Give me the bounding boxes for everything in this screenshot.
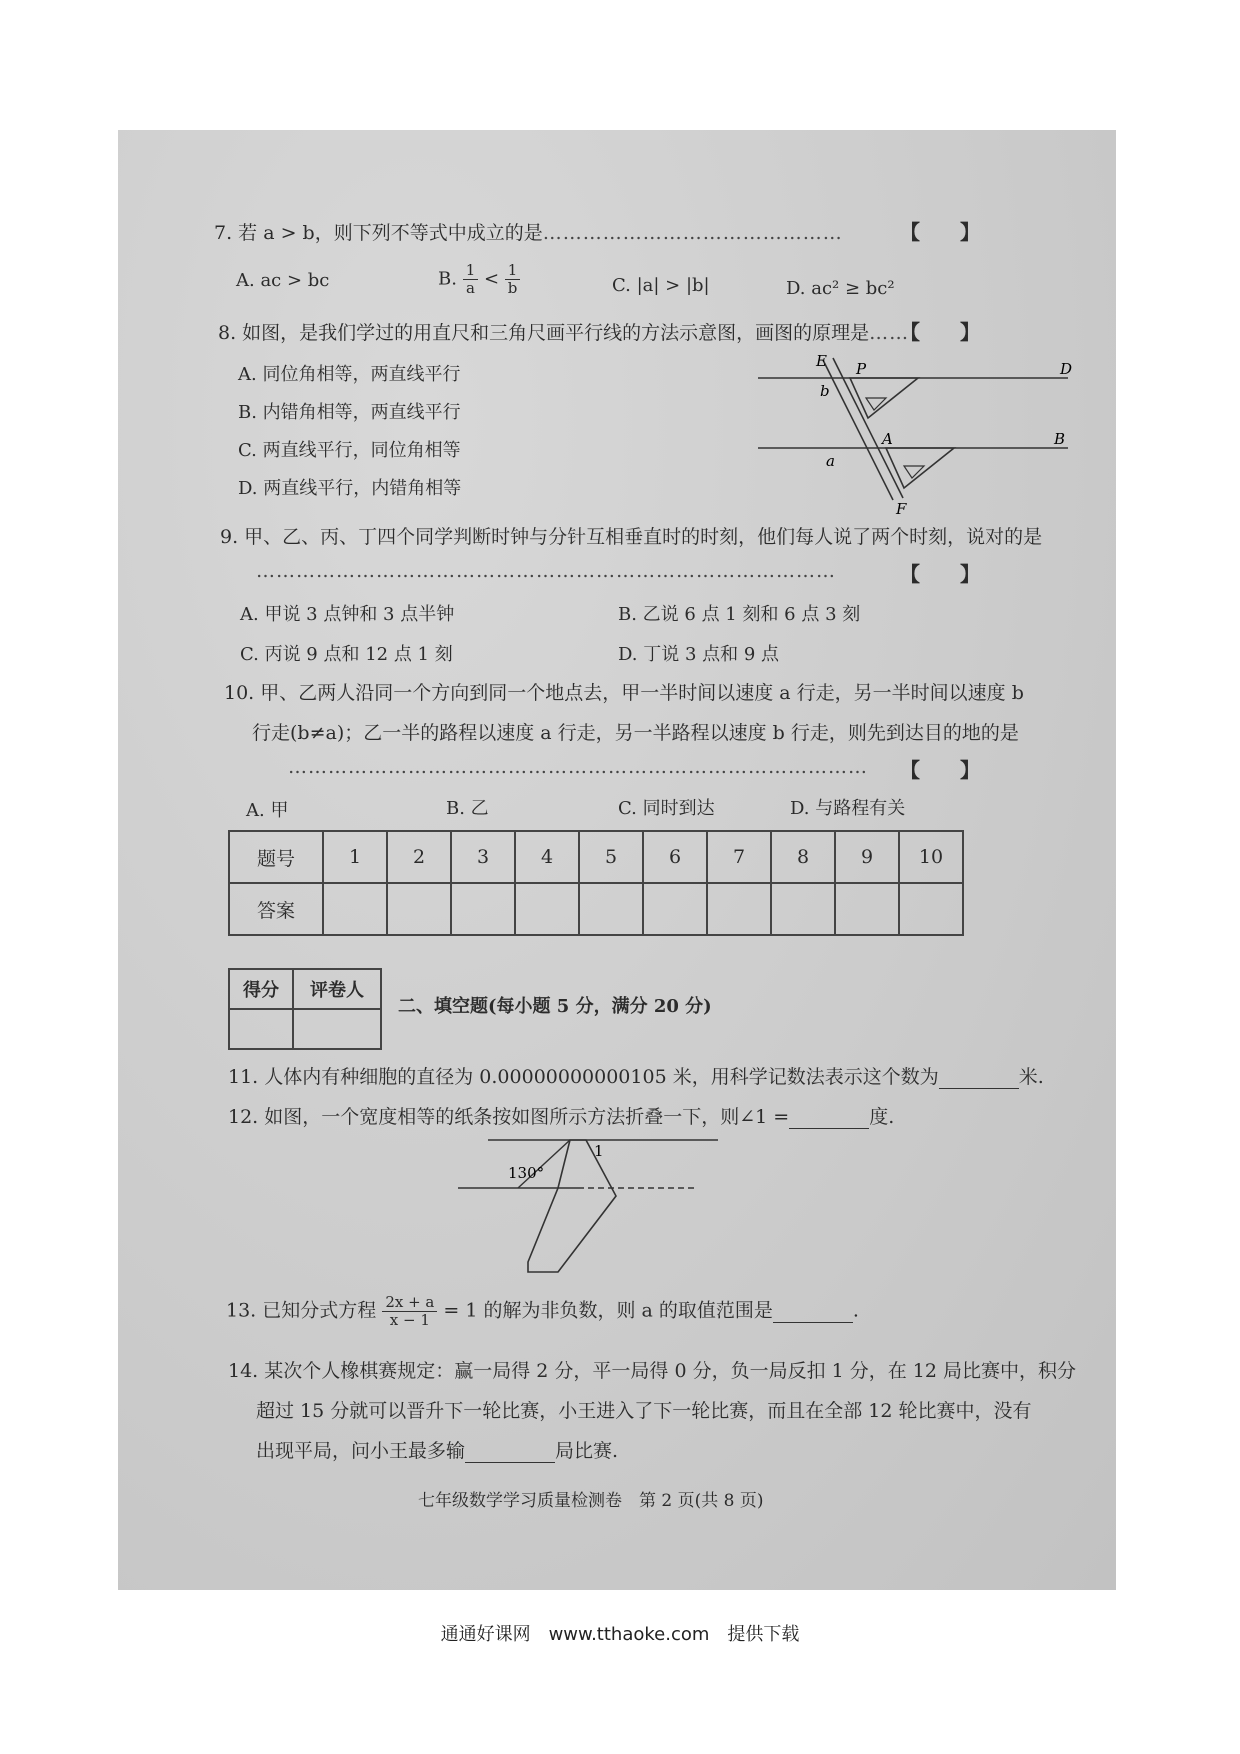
q12-text: 12. 如图，一个宽度相等的纸条按如图所示方法折叠一下，则∠1 = 度. — [228, 1106, 895, 1128]
label-a-line: a — [826, 452, 835, 470]
question-number-cell: 10 — [899, 831, 963, 883]
scanned-page-photo — [118, 130, 1116, 1590]
question-number-cell: 4 — [515, 831, 579, 883]
answer-cell[interactable] — [771, 883, 835, 935]
answer-cell[interactable] — [899, 883, 963, 935]
q10-option-c: C. 同时到达 — [618, 798, 715, 819]
q7-option-c: C. |a| > |b| — [612, 275, 710, 296]
answer-cell[interactable] — [835, 883, 899, 935]
answer-table — [228, 830, 964, 936]
q10-option-a: A. 甲 — [246, 800, 289, 821]
q8-stem: 8. 如图，是我们学过的用直尺和三角尺画平行线的方法示意图，画图的原理是…… — [218, 322, 910, 344]
q7-option-d: D. ac² ≥ bc² — [786, 278, 895, 299]
angle-130-label: 130° — [508, 1164, 545, 1182]
label-p: P — [856, 360, 867, 378]
answer-cell[interactable] — [643, 883, 707, 935]
score-cell[interactable] — [229, 1009, 293, 1049]
q8-option-b: B. 内错角相等，两直线平行 — [238, 402, 461, 423]
triangle-upper-inner — [866, 398, 886, 410]
q7-stem: 7. 若 a > b，则下列不等式中成立的是……………………………………… — [214, 222, 843, 244]
question-number-cell: 7 — [707, 831, 771, 883]
q10-stem-line2: 行走(b≠a)；乙一半的路程以速度 a 行走，另一半路程以速度 b 行走，则先到达目的地的是 — [252, 722, 1019, 744]
q13-text: 13. 已知分式方程 $\frac{2x + a}{x - 1}$ = 1 的解为非负数，则 a 的取值范围是 . — [226, 1293, 859, 1329]
section2-title: 二、填空题(每小题 5 分，满分 20 分) — [398, 996, 712, 1017]
q10-option-d: D. 与路程有关 — [790, 798, 906, 819]
angle-1-label: 1 — [594, 1142, 604, 1160]
q11-blank[interactable] — [939, 1066, 1019, 1089]
triangle-lower-inner — [904, 466, 924, 478]
grader-label: 评卷人 — [293, 969, 381, 1009]
q9-option-b: B. 乙说 6 点 1 刻和 6 点 3 刻 — [618, 604, 861, 625]
q14-line3: 出现平局，问小王最多输 局比赛. — [256, 1440, 619, 1462]
q9-option-d: D. 丁说 3 点和 9 点 — [618, 644, 780, 665]
q8-option-d: D. 两直线平行，内错角相等 — [238, 478, 462, 499]
question-number-cell: 8 — [771, 831, 835, 883]
answer-cell[interactable] — [451, 883, 515, 935]
q7-answer-bracket: 【 】 — [900, 220, 980, 244]
label-f: F — [896, 500, 907, 518]
label-e: E — [816, 352, 827, 370]
q13-blank[interactable] — [773, 1300, 853, 1323]
answer-table-number-row — [229, 831, 963, 883]
q9-answer-bracket: 【 】 — [900, 562, 980, 586]
label-d: D — [1060, 360, 1073, 378]
q10-stem-line1: 10. 甲、乙两人沿同一个方向到同一个地点去，甲一半时间以速度 a 行走，另一半时间以速度 b — [224, 682, 1024, 704]
question-number-cell: 3 — [451, 831, 515, 883]
score-label: 得分 — [229, 969, 293, 1009]
q11-text: 11. 人体内有种细胞的直径为 0.00000000000105 米，用科学记数法表示这个数为 米. — [228, 1066, 1044, 1088]
q14-blank[interactable] — [465, 1440, 555, 1463]
grader-cell[interactable] — [293, 1009, 381, 1049]
question-number-cell: 1 — [323, 831, 387, 883]
q8-option-a: A. 同位角相等，两直线平行 — [238, 364, 461, 385]
answer-cell[interactable] — [579, 883, 643, 935]
answer-table-header-answer: 答案 — [229, 883, 323, 935]
label-b-line: b — [820, 382, 830, 400]
score-box — [228, 968, 382, 1050]
q10-answer-bracket: 【 】 — [900, 758, 980, 782]
q12-blank[interactable] — [789, 1106, 869, 1129]
site-footer: 通通好课网 www.tthaoke.com 提供下载 — [440, 1624, 800, 1645]
q9-leader-dots: …………………………………………………………………………… — [256, 560, 836, 582]
question-number-cell: 9 — [835, 831, 899, 883]
answer-cell[interactable] — [707, 883, 771, 935]
label-a-point: A — [882, 430, 893, 448]
question-number-cell: 5 — [579, 831, 643, 883]
ruler-edge-1 — [833, 358, 903, 498]
page-footer: 七年级数学学习质量检测卷 第 2 页(共 8 页) — [418, 1491, 764, 1511]
q9-option-c: C. 丙说 9 点和 12 点 1 刻 — [240, 644, 453, 665]
q9-option-a: A. 甲说 3 点钟和 3 点半钟 — [240, 604, 455, 625]
q14-line1: 14. 某次个人橡棋赛规定：赢一局得 2 分，平一局得 0 分，负一局反扣 1 分，在 12 局比赛中，积分 — [228, 1360, 1077, 1382]
q9-stem: 9. 甲、乙、丙、丁四个同学判断时钟与分针互相垂直时的时刻，他们每人说了两个时刻，说对的是 — [220, 526, 1043, 548]
q7-option-a: A. ac > bc — [236, 270, 330, 291]
q10-leader-dots: …………………………………………………………………………… — [288, 756, 868, 778]
answer-table-answer-row — [229, 883, 963, 935]
question-number-cell: 6 — [643, 831, 707, 883]
q7-option-b: B. $\frac{1}{a}$ < $\frac{1}{b}$ — [438, 262, 520, 297]
q14-line2: 超过 15 分就可以晋升下一轮比赛，小王进入了下一轮比赛，而且在全部 12 轮比赛中，没有 — [256, 1400, 1032, 1422]
q8-option-c: C. 两直线平行，同位角相等 — [238, 440, 461, 461]
question-number-cell: 2 — [387, 831, 451, 883]
answer-table-header-number: 题号 — [229, 831, 323, 883]
q8-answer-bracket: 【 】 — [900, 320, 980, 344]
answer-cell[interactable] — [515, 883, 579, 935]
triangle-lower — [886, 448, 954, 488]
answer-cell[interactable] — [387, 883, 451, 935]
label-b-point: B — [1054, 430, 1066, 448]
q10-option-b: B. 乙 — [446, 798, 489, 819]
answer-cell[interactable] — [323, 883, 387, 935]
